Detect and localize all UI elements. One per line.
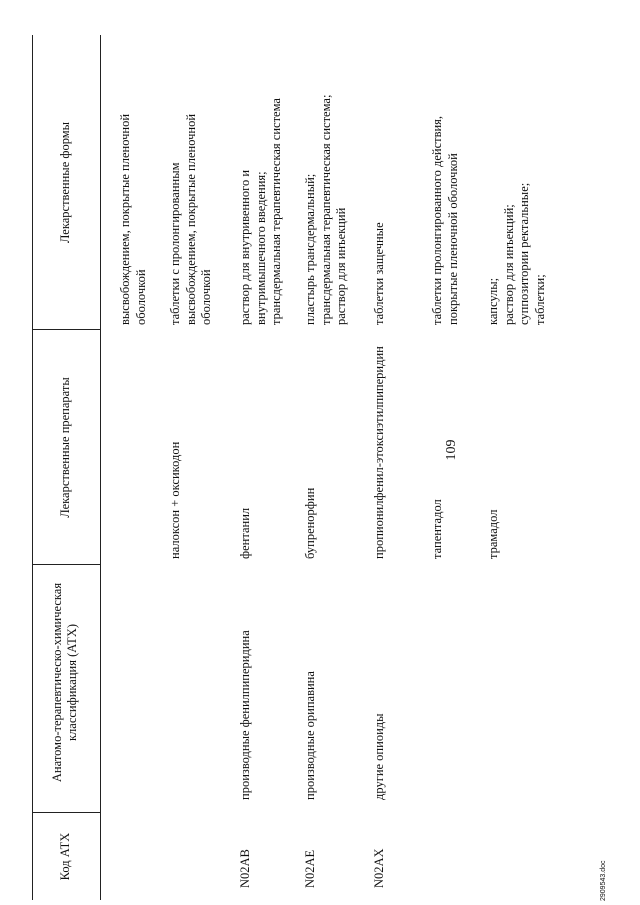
cell-forms <box>303 35 350 325</box>
cell-code: N02AX <box>372 848 386 888</box>
header-bottom-border <box>100 35 101 900</box>
form-line: покрытые пленочной оболочкой <box>445 153 460 325</box>
cell-drug: фентанил <box>238 507 252 559</box>
cell-forms <box>486 35 548 325</box>
form-line: капсулы; <box>486 277 500 325</box>
cell-code: N02AB <box>238 849 252 888</box>
cell-drug: тапентадол <box>430 499 444 559</box>
form-line: таблетки; <box>532 274 547 325</box>
cell-forms <box>430 35 461 325</box>
cell-forms <box>118 35 149 325</box>
form-line: трансдермальная терапевтическая система <box>269 98 283 325</box>
cell-drug: пропионилфенил-этоксиэтилпиперидин <box>372 346 386 559</box>
page-number: 109 <box>444 439 459 461</box>
header-forms: Лекарственные формы <box>58 121 72 244</box>
cell-drug: бупренорфин <box>303 487 317 559</box>
form-line: оболочкой <box>133 269 148 325</box>
cell-code: N02AE <box>303 849 317 888</box>
form-line: таблетки с пролонгированным <box>168 162 182 325</box>
form-line: оболочкой <box>199 269 213 325</box>
cell-classification: другие опиоиды <box>372 713 386 800</box>
form-line: высвобождением, покрытые пленочной <box>183 113 198 325</box>
header-classification: Анатомо-терапевтическо-химическая классификация (АТХ) <box>50 582 79 783</box>
cell-drug: трамадол <box>486 509 500 559</box>
form-line: пластырь трансдермальный; <box>303 173 317 325</box>
cell-forms <box>168 35 215 325</box>
form-line: раствор для инъекций; <box>501 204 516 325</box>
table-top-border <box>32 35 33 900</box>
header-code: Код АТХ <box>58 832 72 881</box>
form-line: раствор для внутривенного и <box>238 169 252 325</box>
document-id: 2909543.doc <box>600 860 607 901</box>
form-line: суппозитории ректальные; <box>517 182 531 325</box>
form-line: высвобождением, покрытые пленочной <box>118 113 132 325</box>
cell-drug: налоксон + оксикодон <box>168 441 182 559</box>
form-line: внутримышечного введения; <box>253 171 268 325</box>
cell-forms <box>238 35 285 325</box>
cell-classification: производные орипавина <box>303 671 317 800</box>
form-line: трансдермальная терапевтическая система; <box>318 94 333 325</box>
cell-classification: производные фенилпиперидина <box>238 630 252 800</box>
form-line: таблетки пролонгированного действия, <box>430 115 444 325</box>
cell-forms <box>372 35 388 325</box>
form-line: раствор для инъекций <box>334 207 348 325</box>
form-line: таблетки защечные <box>372 222 386 325</box>
header-drugs: Лекарственные препараты <box>58 377 72 518</box>
